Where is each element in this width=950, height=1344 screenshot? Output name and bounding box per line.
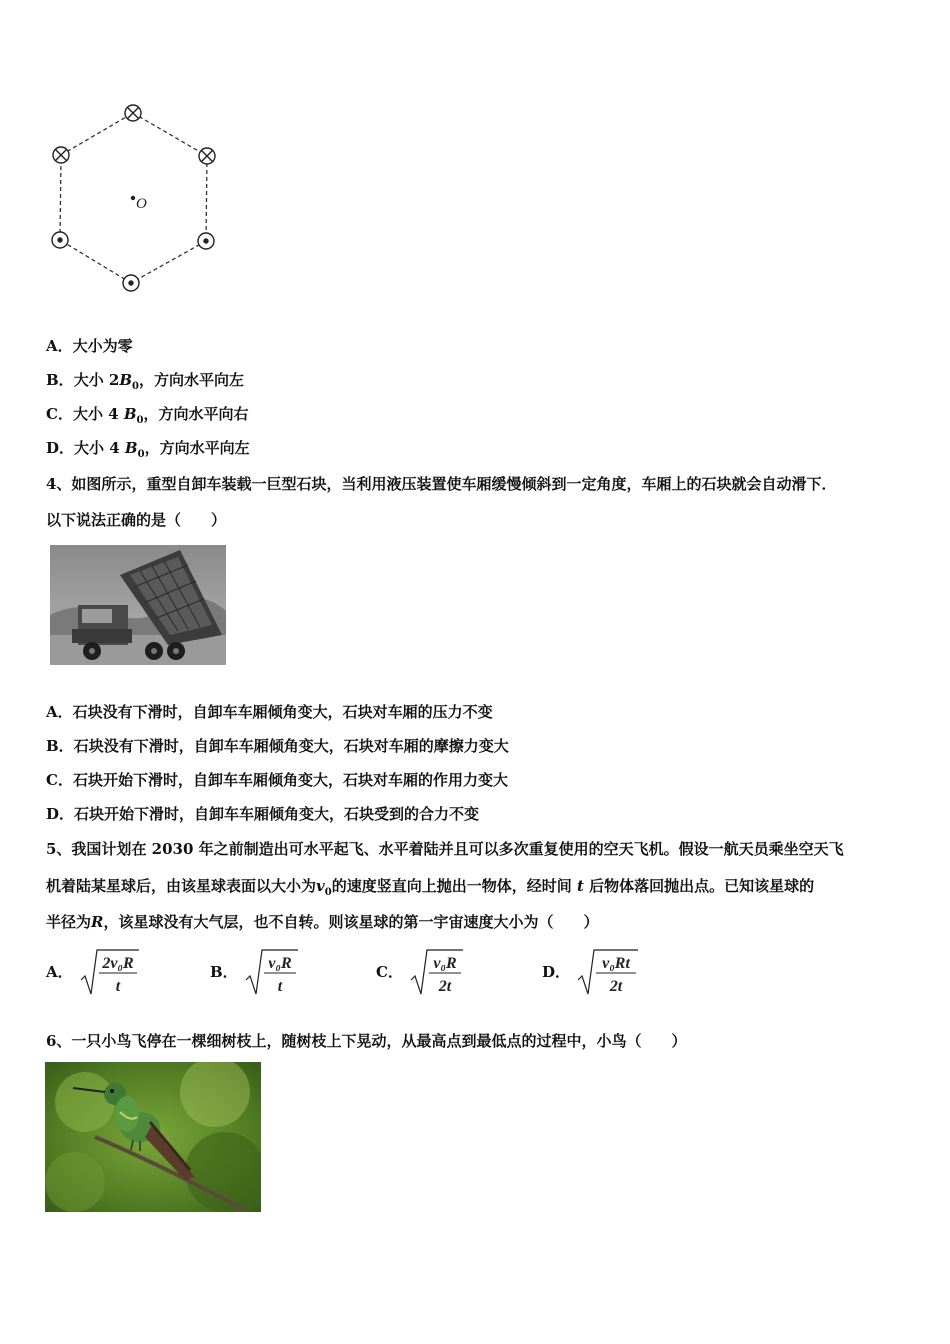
- q4-option-c: C．石块开始下滑时，自卸车车厢倾角变大，石块对车厢的作用力变大: [46, 771, 508, 789]
- q4-option-a: A．石块没有下滑时，自卸车车厢倾角变大，石块对车厢的压力不变: [46, 703, 493, 721]
- q3-option-c: C．大小 4 $B_0$，方向水平向右: [46, 405, 249, 426]
- wire-out-of-page-icon: [123, 275, 139, 291]
- wire-into-page-icon: [53, 147, 69, 163]
- wire-into-page-icon: [199, 148, 215, 164]
- q5-d-numerator: v₀Rt: [602, 955, 630, 972]
- q4-option-b: B．石块没有下滑时，自卸车车厢倾角变大，石块对车厢的摩擦力变大: [46, 737, 509, 755]
- wire-out-of-page-icon: [198, 233, 214, 249]
- q3-option-b: B．大小 $2B_0$，方向水平向左: [46, 371, 245, 392]
- q5-option-b: B． v₀R t: [210, 946, 300, 996]
- dump-truck-photo: [50, 545, 226, 665]
- q5-c-numerator: v₀R: [433, 955, 457, 972]
- q5-option-c: C． v₀R 2t: [376, 946, 465, 996]
- q5-option-a: A． 2v₀R t: [46, 946, 141, 996]
- q5-d-denominator: 2t: [609, 978, 623, 995]
- wire-out-of-page-icon: [52, 232, 68, 248]
- q3-option-a: A．大小为零: [46, 337, 133, 355]
- q5-stem-line2: 机着陆某星球后，由该星球表面以大小为$v_0$的速度竖直向上抛出一物体，经时间 t 后物体落回抛出点。已知该星球的: [46, 877, 815, 898]
- q3-option-d: D．大小 4 $B_0$，方向水平向左: [46, 439, 250, 460]
- q4-stem-line2: 以下说法正确的是（ ）: [46, 511, 227, 529]
- q5-stem-line1: 5、我国计划在 2030 年之前制造出可水平起飞、水平着陆并且可以多次重复使用的空天飞机。假设一航天员乘坐空天飞: [46, 840, 844, 858]
- q5-a-denominator: t: [115, 978, 120, 995]
- wire-into-page-icon: [125, 105, 141, 121]
- q5-stem-line3: 半径为R，该星球没有大气层，也不自转。则该星球的第一宇宙速度大小为（ ）: [46, 913, 599, 931]
- q5-a-numerator: 2v₀R: [101, 955, 134, 972]
- q4-stem-line1: 4、如图所示，重型自卸车装载一巨型石块，当利用液压装置使车厢缓慢倾斜到一定角度，车厢上的石块就会自动滑下．: [46, 475, 837, 493]
- bird-on-branch-photo: [45, 1062, 261, 1212]
- center-label: O: [136, 196, 147, 212]
- q6-stem-line1: 6、一只小鸟飞停在一棵细树枝上，随树枝上下晃动，从最高点到最低点的过程中，小鸟（ ）: [46, 1032, 687, 1050]
- q5-b-denominator: t: [277, 978, 282, 995]
- q4-option-d: D．石块开始下滑时，自卸车车厢倾角变大，石块受到的合力不变: [46, 805, 480, 823]
- q5-b-numerator: v₀R: [268, 955, 292, 972]
- q5-c-denominator: 2t: [438, 978, 452, 995]
- hexagon-wire-diagram: [40, 95, 230, 305]
- q5-option-d: D． v₀Rt 2t: [542, 946, 640, 996]
